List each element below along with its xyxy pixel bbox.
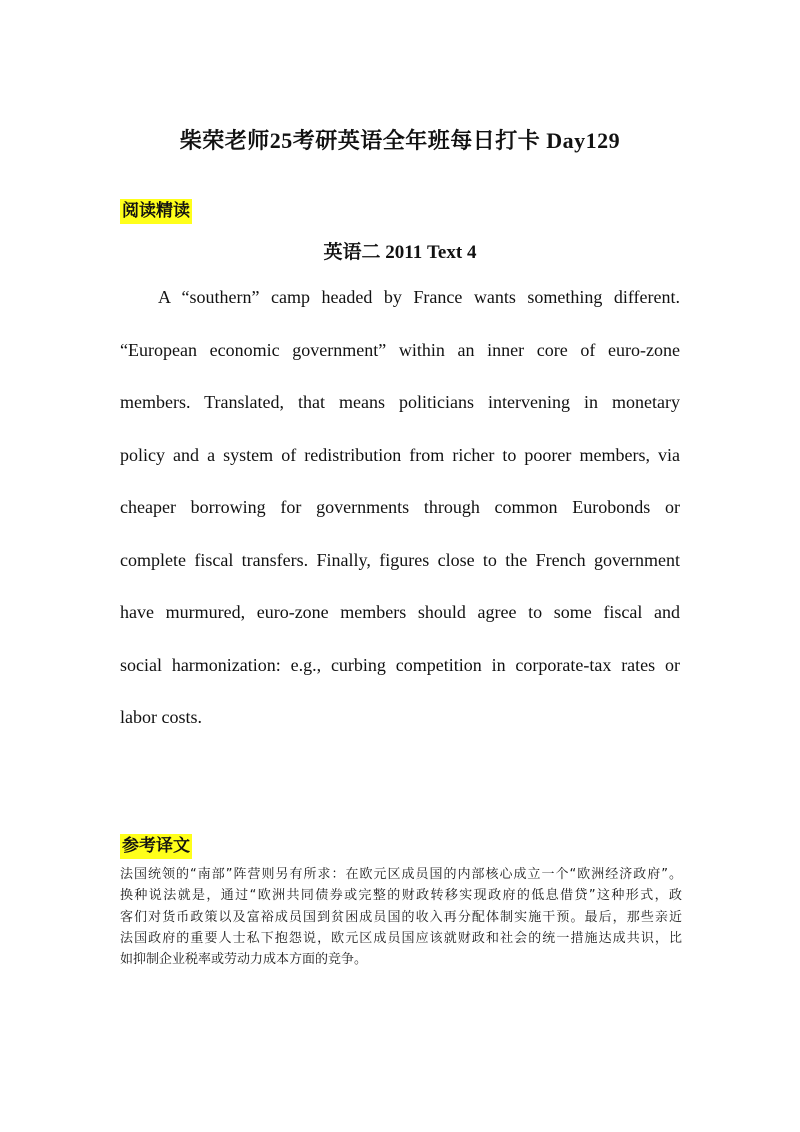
passage-line: cheaper borrowing for governments through common Eurobonds or bbox=[120, 497, 680, 517]
passage-line: policy and a system of redistribution from richer to poorer members, via bbox=[120, 445, 680, 465]
translation-line: 法国政府的重要人士私下抱怨说，欧元区成员国应该就财政和社会的统一措施达成共识，比 bbox=[120, 931, 682, 946]
page-title: 柴荣老师25考研英语全年班每日打卡 Day129 bbox=[179, 128, 621, 153]
passage-line: complete fiscal transfers. Finally, figures close to the French government bbox=[120, 550, 680, 570]
passage-line: social harmonization: e.g., curbing competition in corporate-tax rates or bbox=[120, 655, 680, 675]
translation-line: 法国统领的“南部”阵营则另有所求：在欧元区成员国的内部核心成立一个“欧洲经济政府”。 bbox=[120, 867, 682, 882]
translation-line: 换种说法就是，通过“欧洲共同债券或完整的财政转移实现政府的低息借贷”这种形式，政 bbox=[120, 888, 682, 903]
section-label-reading: 阅读精读 bbox=[120, 199, 192, 224]
translation-line: 如抑制企业税率或劳动力成本方面的竞争。 bbox=[120, 952, 368, 967]
passage-line: A “southern” camp headed by France wants something different. bbox=[158, 287, 680, 307]
passage-line: “European economic government” within an inner core of euro-zone bbox=[120, 340, 680, 360]
passage-line: have murmured, euro-zone members should agree to some fiscal and bbox=[120, 602, 680, 622]
passage-line: labor costs. bbox=[120, 707, 202, 727]
text-title: 英语二 2011 Text 4 bbox=[323, 242, 477, 263]
passage-line: members. Translated, that means politicians intervening in monetary bbox=[120, 392, 680, 412]
section-label-translation: 参考译文 bbox=[120, 834, 192, 859]
translation-line: 客们对货币政策以及富裕成员国到贫困成员国的收入再分配体制实施干预。最后，那些亲近 bbox=[120, 910, 682, 925]
